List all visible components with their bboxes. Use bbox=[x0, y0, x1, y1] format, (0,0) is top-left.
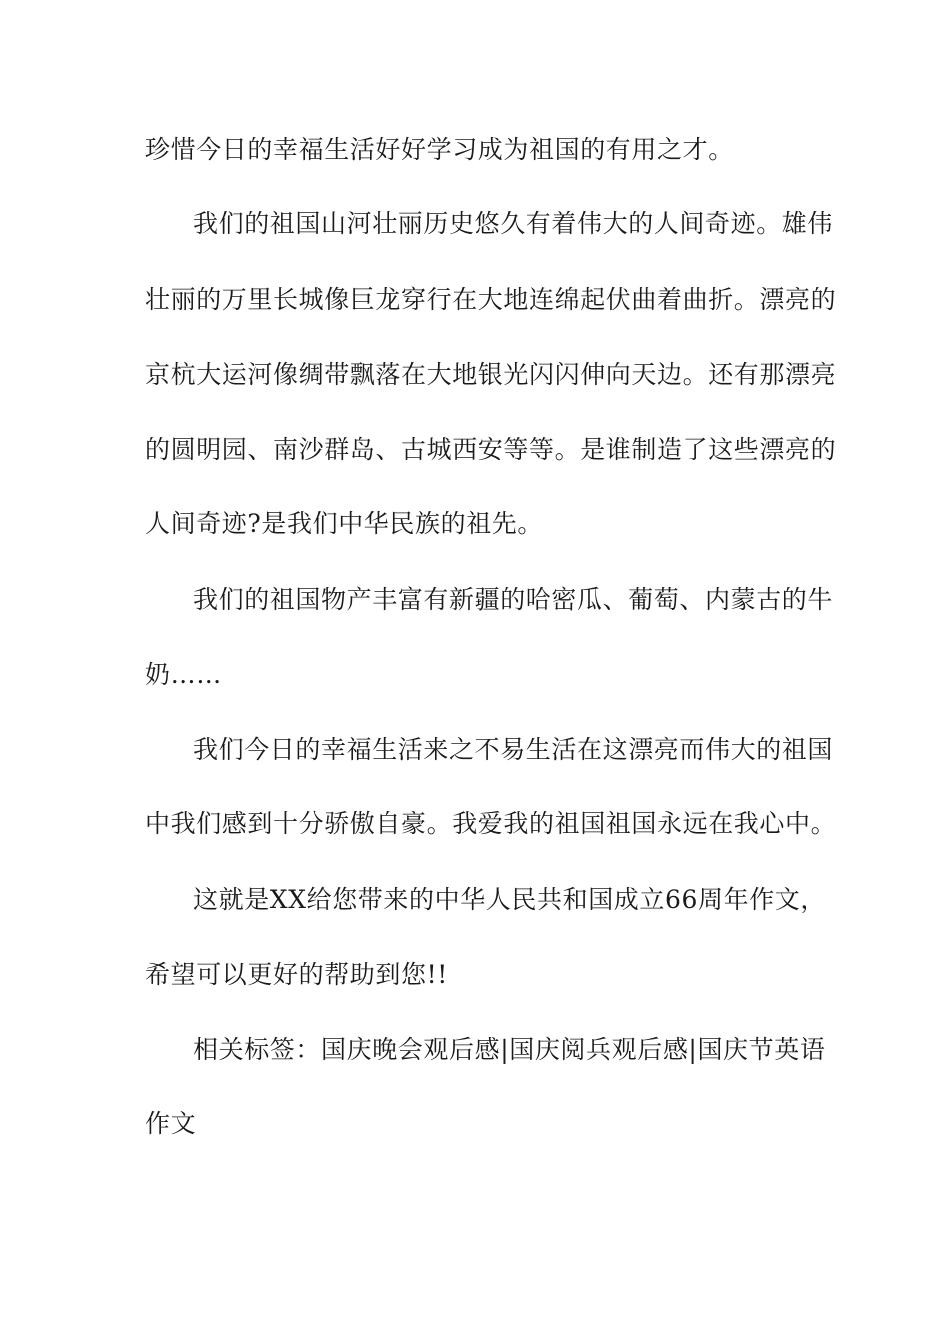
paragraph-line: 我们的祖国山河壮丽历史悠久有着伟大的人间奇迹。雄伟 bbox=[193, 209, 834, 238]
paragraph-line: 中我们感到十分骄傲自豪。我爱我的祖国祖国永远在我心中。 bbox=[145, 809, 837, 838]
paragraph-line: 希望可以更好的帮助到您!! bbox=[145, 960, 448, 989]
paragraph-line: 这就是XX给您带来的中华人民共和国成立66周年作文， bbox=[193, 885, 827, 914]
paragraph-line: 京杭大运河像绸带飘落在大地银光闪闪伸向天边。还有那漂亮 bbox=[145, 360, 837, 389]
paragraph-line: 人间奇迹?是我们中华民族的祖先。 bbox=[145, 509, 544, 538]
paragraph-line: 我们今日的幸福生活来之不易生活在这漂亮而伟大的祖国 bbox=[193, 735, 834, 764]
tags-line: 相关标签：国庆晚会观后感|国庆阅兵观后感|国庆节英语 bbox=[193, 1035, 826, 1064]
paragraph-line: 珍惜今日的幸福生活好好学习成为祖国的有用之才。 bbox=[145, 135, 734, 164]
paragraph-line: 我们的祖国物产丰富有新疆的哈密瓜、葡萄、内蒙古的牛 bbox=[193, 585, 834, 614]
paragraph-line: 奶…… bbox=[145, 660, 222, 689]
tags-line: 作文 bbox=[145, 1109, 197, 1138]
paragraph-line: 的圆明园、南沙群岛、古城西安等等。是谁制造了这些漂亮的 bbox=[145, 435, 837, 464]
paragraph-line: 壮丽的万里长城像巨龙穿行在大地连绵起伏曲着曲折。漂亮的 bbox=[145, 285, 837, 314]
